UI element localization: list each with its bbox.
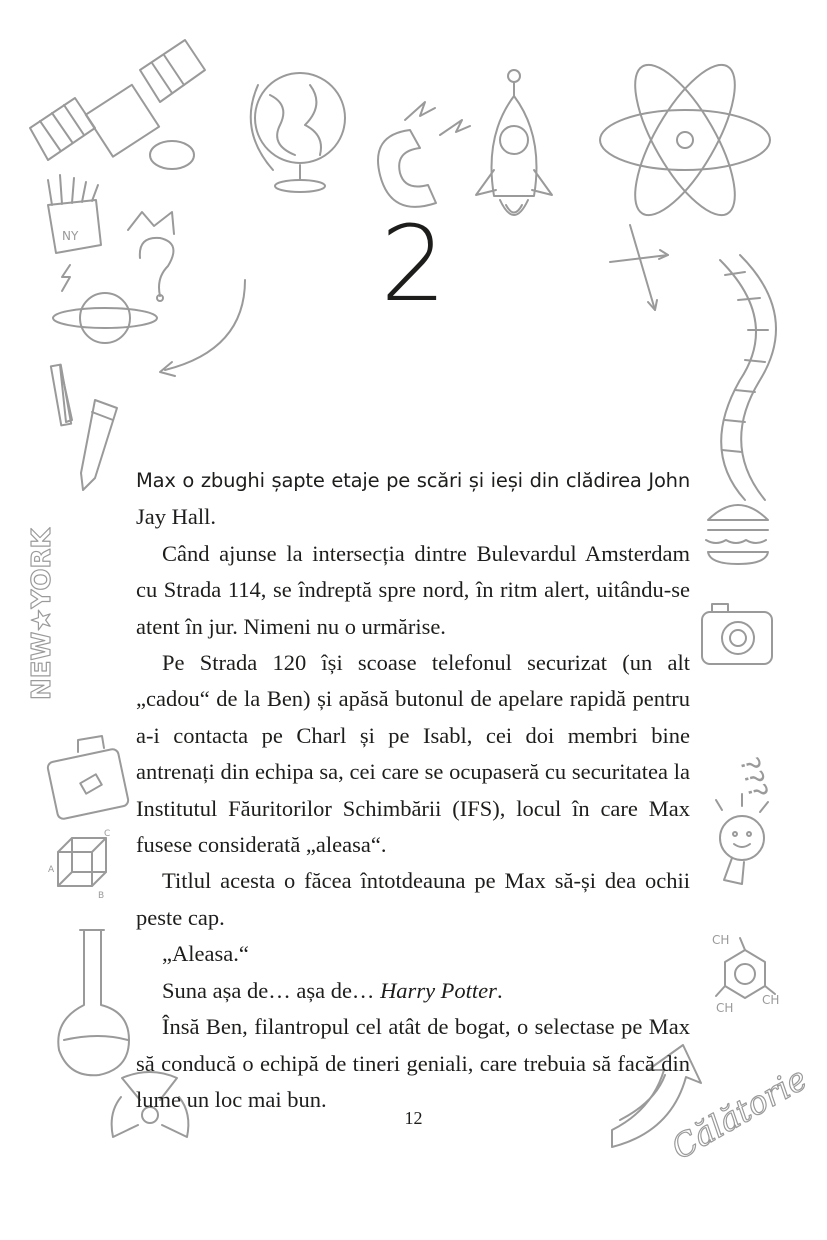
benzene-icon <box>716 938 775 998</box>
paragraph-7: Însă Ben, filantropul cel atât de bogat, o selectase pe Max să conducă o echipă de tineri geniali, care trebuia să facă din lume un loc mai bun. <box>136 1014 690 1112</box>
rocket-icon <box>476 70 552 215</box>
magnet-icon <box>378 102 470 207</box>
atom-icon <box>600 51 770 228</box>
paragraph-1 <box>136 462 690 536</box>
globe-icon <box>251 73 345 192</box>
paragraph-6-after: . <box>496 977 503 1003</box>
flask-icon <box>58 930 129 1075</box>
page-number: 12 <box>404 1108 423 1128</box>
paragraph-4: Titlul acesta o făcea întotdeauna pe Max să-și dea ochii peste cap. <box>136 868 690 930</box>
paragraph-3: Pe Strada 120 își scoase telefonul securizat (un alt „cadou“ de la Ben) și apăsă butonul de apelare rapidă pentru a-i contacta pe Charl și pe Isabl, cei doi membri bine antrenați din echipa sa, cei care se ocupaseră cu securitatea la Institutul Făuritorilor Schimbării (IFS), locul în care Max fusese considerată „aleasa“. <box>136 650 690 858</box>
cube-label-b: B <box>98 891 105 901</box>
chapter-number: 2 <box>380 203 447 325</box>
chem-label-3: CH <box>716 1001 734 1015</box>
ny-box-label: NY <box>62 229 79 243</box>
chem-label-1: CH <box>712 933 730 947</box>
cube-icon <box>58 838 106 886</box>
suitcase-icon <box>47 736 129 820</box>
cube-label-a: A <box>48 865 55 875</box>
new-york-label: NEW★YORK <box>27 528 57 700</box>
pen-icon <box>51 365 72 426</box>
calatorie-label: Călătorie <box>665 1059 814 1167</box>
burger-icon <box>706 505 768 564</box>
paragraph-6 <box>136 973 690 1009</box>
paragraph-1-rest: Jay Hall. <box>136 504 216 530</box>
cube-label-c: C <box>104 829 111 839</box>
lightbulb-icon <box>716 794 768 884</box>
question-marks: ??? <box>733 754 773 802</box>
paragraph-5: „Aleasa.“ <box>162 941 249 967</box>
lead-in-text: Max o zbughi șapte etaje pe scări și ieși din clădirea John <box>136 469 690 492</box>
chapter-body <box>136 462 690 1118</box>
paragraph-2: Când ajunse la intersecția dintre Bulevardul Amsterdam cu Strada 114, se îndreptă spre nord, în ritm alert, uitându-se atent în jur. Nimeni nu o urmărise. <box>136 540 690 639</box>
pencil-icon <box>81 400 117 490</box>
chem-label-2: CH <box>762 993 780 1007</box>
paragraph-6-before: Suna așa de… așa de… <box>162 977 381 1003</box>
harry-potter-italic: Harry Potter <box>380 977 497 1003</box>
camera-icon <box>702 604 772 664</box>
satellite-icon <box>30 40 205 169</box>
